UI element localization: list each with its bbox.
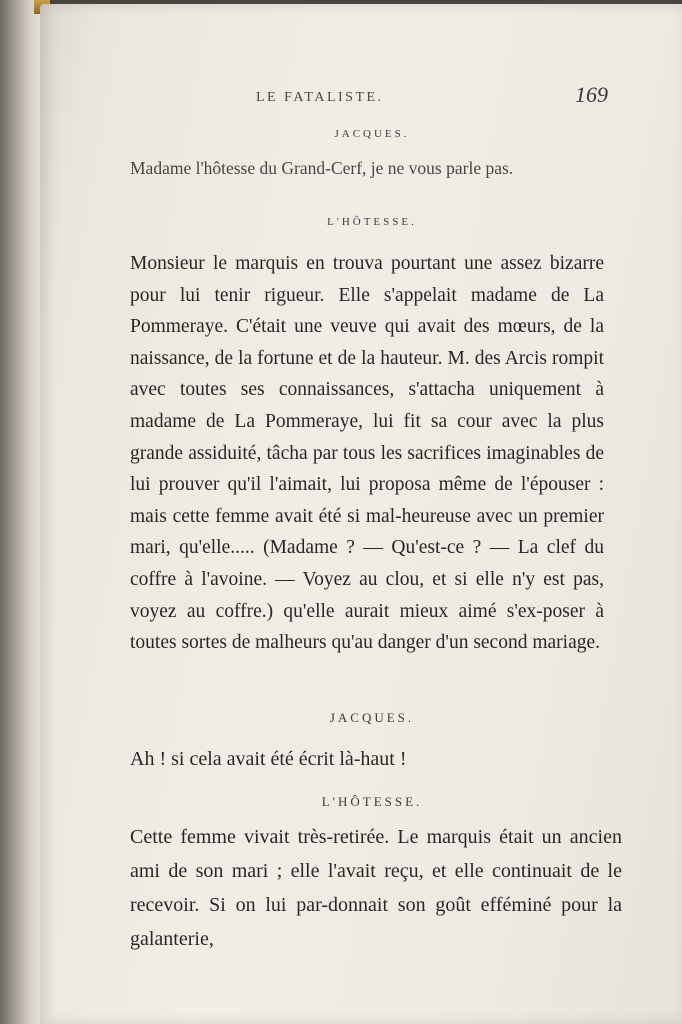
speaker-heading-jacques: JACQUES. bbox=[329, 710, 415, 725]
dialogue-paragraph: Madame l'hôtesse du Grand-Cerf, je ne vous parle pas. bbox=[130, 158, 514, 178]
dialogue-paragraph: Cette femme vivait très-retirée. Le marquis était un ancien ami de son mari ; elle l'avait reçu, et elle continuait de le recevoir. Si on lui par-donnait son goût efféminé pour la galanterie, bbox=[130, 826, 622, 950]
book-page bbox=[40, 4, 682, 1024]
dialogue-paragraph: Monsieur le marquis en trouva pourtant une assez bizarre pour lui tenir rigueur. Elle s'appelait madame de La Pommeraye. C'était une veuve qui avait des mœurs, de la naissance, de la fortune et de la hauteur. M. des Arcis rompit avec toutes ses connaissances, s'attacha uniquement à madame de La Pommeraye, lui fit sa cour avec la plus grande assiduité, tâcha par tous les sacrifices imaginables de lui prouver qu'il l'aimait, lui proposa même de l'épouser : mais cette femme avait été si mal-heureuse avec un premier mari, qu'elle..... (Madame ? — Qu'est-ce ? — La clef du coffre à l'avoine. — Voyez au clou, et si elle n'y est pas, voyez au coffre.) qu'elle aurait mieux aimé s'ex-poser à toutes sortes de malheurs qu'au danger d'un second mariage. bbox=[130, 253, 604, 654]
running-head bbox=[106, 82, 638, 114]
speaker-heading-hotesse: L'HÔTESSE. bbox=[327, 216, 417, 228]
speaker-heading-hotesse: L'HÔTESSE. bbox=[321, 794, 423, 809]
running-title: LE FATALISTE. bbox=[256, 90, 384, 105]
book-spine-edge bbox=[0, 0, 44, 1024]
speaker-heading-jacques: JACQUES. bbox=[334, 128, 410, 140]
dialogue-paragraph: Ah ! si cela avait été écrit là-haut ! bbox=[130, 748, 407, 770]
page-number: 169 bbox=[575, 82, 608, 107]
